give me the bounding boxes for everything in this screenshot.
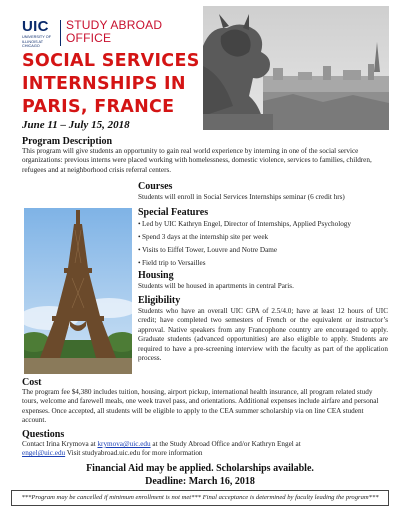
program-description-heading: Program Description bbox=[22, 136, 113, 147]
financial-aid-line: Financial Aid may be applied. Scholarships available. bbox=[86, 463, 314, 474]
eligibility-heading: Eligibility bbox=[138, 295, 181, 306]
disclaimer-text: ***Program may be cancelled if minimum enrollment is not met*** Final acceptance is determined by faculty leading the program*** bbox=[21, 494, 379, 501]
eiffel-tower-photo bbox=[24, 208, 132, 374]
feature-item-3: • Visits to Eiffel Tower, Louvre and Notre Dame bbox=[138, 246, 388, 255]
page-title bbox=[22, 50, 212, 119]
eligibility-text: Students who have an overall UIC GPA of 2.5/4.0; have at least 12 hours of UIC credit; have completed two semesters of French or the equivalent or instructor’s approval. Native speakers from any Francophone country are encouraged to apply. Graduate students (advanced opportunities) are also eligible to apply. Students are required to have a pre-screening interview with the faculty as part of the application process. bbox=[138, 307, 388, 363]
financial-aid-notice bbox=[0, 463, 400, 488]
housing-text: Students will be housed in apartments in central Paris. bbox=[138, 282, 294, 290]
logo-university-text: UNIVERSITY OF ILLINOIS AT CHICAGO bbox=[22, 35, 52, 48]
housing-heading: Housing bbox=[138, 270, 174, 281]
special-features-heading: Special Features bbox=[138, 207, 209, 218]
title-line-1: SOCIAL SERVICES bbox=[22, 51, 200, 71]
feature-item-2: • Spend 3 days at the internship site per week bbox=[138, 233, 388, 242]
logo-study-abroad-line1: STUDY ABROAD bbox=[66, 18, 163, 32]
program-dates: June 11 – July 15, 2018 bbox=[22, 119, 130, 131]
gargoyle-paris-photo bbox=[203, 6, 389, 130]
questions-text bbox=[22, 440, 382, 459]
cost-heading: Cost bbox=[22, 377, 42, 388]
questions-heading: Questions bbox=[22, 429, 65, 440]
logo-uic-text: UIC bbox=[22, 18, 49, 35]
questions-text-1: Contact Irina Krymova at bbox=[22, 440, 98, 448]
disclaimer-box bbox=[11, 490, 389, 506]
logo-study-abroad-office bbox=[66, 19, 162, 45]
deadline-line: Deadline: March 16, 2018 bbox=[145, 475, 255, 487]
title-line-2: INTERNSHIPS IN bbox=[22, 74, 186, 94]
title-line-3: PARIS, FRANCE bbox=[22, 97, 175, 117]
questions-text-2: at the Study Abroad Office and/or Kathryn Engel at bbox=[150, 440, 301, 448]
email-link-krymova[interactable]: krymova@uic.edu bbox=[97, 440, 151, 448]
cost-text: The program fee $4,380 includes tuition, housing, airport pickup, international health insurance, all program related study tours, welcome and farewell meals, one week travel pass, and orientations. Additional expenses include airfare and personal expenses. Once accepted, all students will be eligible to apply to the CEA summer scholarship via on line CEA student account. bbox=[22, 388, 379, 425]
courses-heading: Courses bbox=[138, 181, 173, 192]
logo-study-abroad-line2: OFFICE bbox=[66, 31, 112, 45]
questions-text-3: Visit studyabroad.uic.edu for more information bbox=[65, 449, 203, 458]
courses-text: Students will enroll in Social Services Internships seminar (6 credit hrs) bbox=[138, 193, 345, 201]
feature-item-4: • Field trip to Versailles bbox=[138, 259, 388, 268]
uic-study-abroad-logo bbox=[22, 18, 200, 48]
email-link-engel[interactable]: engel@uic.edu bbox=[22, 449, 66, 458]
feature-item-1: • Led by UIC Kathryn Engel, Director of Internships, Applied Psychology bbox=[138, 220, 388, 229]
special-features-list bbox=[138, 220, 388, 272]
logo-divider bbox=[60, 20, 61, 46]
program-description-text: This program will give students an opportunity to gain real world experience by interning in one of the social service organizations: previous interns were placed working with homelessness, domestic violence, services to families, children, refugees and at neighborhood crisis referral centers. bbox=[22, 147, 372, 174]
